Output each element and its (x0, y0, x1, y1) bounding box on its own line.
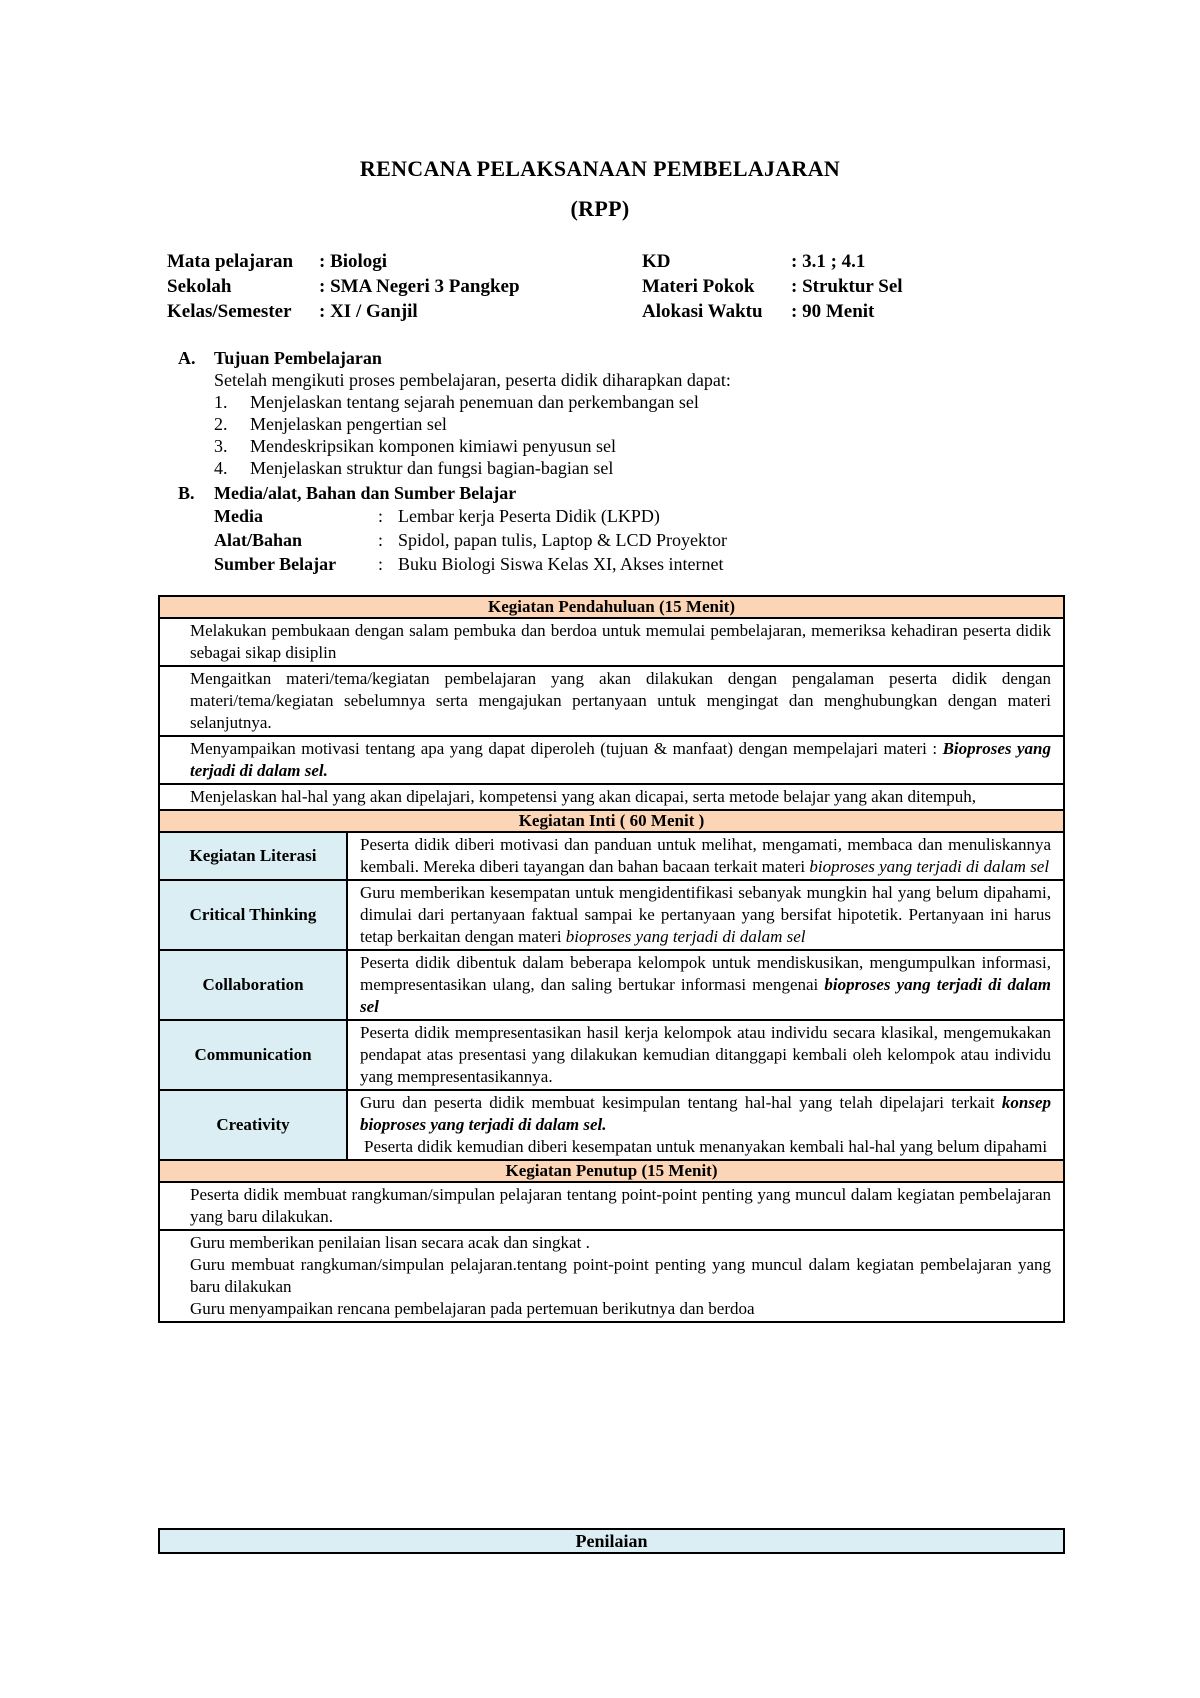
section-title: Media/alat, Bahan dan Sumber Belajar (214, 483, 517, 503)
activity-label: Creativity (159, 1090, 347, 1160)
inti-header: Kegiatan Inti ( 60 Menit ) (159, 810, 1064, 832)
penutup-row: Peserta didik membuat rangkuman/simpulan pelajaran tentang point-point penting yang muncul dalam kegiatan pembelajaran yang baru dilakukan. (159, 1182, 1064, 1230)
cell-text: Peserta didik dibentuk dalam beberapa kelompok untuk mendiskusikan, mengumpulkan informasi, mempresentasikan ulang, dan saling bertukar informasi mengenai (360, 953, 1051, 994)
list-number: 1. (214, 392, 228, 412)
penutup-row (159, 1230, 1064, 1322)
cell-text: Guru dan peserta didik membuat kesimpulan tentang hal-hal yang telah dipelajari terkait (360, 1093, 1002, 1112)
media-row (214, 504, 727, 528)
cell-text: Menyampaikan motivasi tentang apa yang dapat diperoleh (tujuan & manfaat) dengan mempelajari materi : (190, 739, 943, 758)
identity-label: KD (642, 251, 671, 272)
identity-row (642, 274, 903, 299)
media-value: Spidol, papan tulis, Laptop & LCD Proyektor (398, 530, 727, 550)
list-item (214, 435, 731, 457)
table-row (159, 832, 1064, 880)
cell-text: Guru memberikan kesempatan untuk mengidentifikasi sebanyak mungkin hal yang belum dipahami, dimulai dari pertanyaan faktual sampai ke pertanyaan yang bersifat hipotetik. Pertanyaan ini harus tetap berkaitan dengan materi (360, 883, 1051, 946)
table-row (159, 810, 1064, 832)
cell-paragraph: Peserta didik kemudian diberi kesempatan untuk menanyakan kembali hal-hal yang belum dipahami (364, 1137, 1048, 1156)
list-item (214, 413, 731, 435)
identity-label: Mata pelajaran (167, 251, 294, 272)
list-text: Menjelaskan struktur dan fungsi bagian-bagian sel (250, 458, 614, 478)
activity-table-wrapper (158, 595, 1065, 1323)
cell-text: Peserta didik diberi motivasi dan panduan untuk melihat, mengamati, membaca dan menuliskannya kembali. Mereka diberi tayangan dan bahan bacaan terkait materi (360, 835, 1051, 876)
penilaian-header: Penilaian (158, 1528, 1065, 1554)
media-value: Buku Biologi Siswa Kelas XI, Akses internet (398, 554, 724, 574)
cell-emphasis: Bioproses yang terjadi di dalam sel. (190, 739, 1051, 780)
activity-content: Peserta didik mempresentasikan hasil kerja kelompok atau individu secara klasikal, mengemukakan pendapat atas presentasi yang dilakukan kemudian ditanggapi kembali oleh kelompok atau individu yang mempresentasikannya. (347, 1020, 1064, 1090)
table-row (159, 1230, 1064, 1322)
list-text: Menjelaskan pengertian sel (250, 414, 447, 434)
identity-label: Alokasi Waktu (642, 301, 763, 322)
table-row (159, 1090, 1064, 1160)
table-row (159, 596, 1064, 618)
table-row (159, 880, 1064, 950)
activity-table (158, 595, 1065, 1323)
activity-content (347, 950, 1064, 1020)
media-colon: : (378, 530, 384, 550)
section-heading (178, 482, 727, 504)
cell-paragraph (360, 1092, 1051, 1136)
pendahuluan-header: Kegiatan Pendahuluan (15 Menit) (159, 596, 1064, 618)
media-row (214, 552, 727, 576)
table-row (159, 784, 1064, 810)
table-row (159, 618, 1064, 666)
pendahuluan-row: Mengaitkan materi/tema/kegiatan pembelajaran yang akan dilakukan dengan pengalaman peserta didik dengan materi/tema/kegiatan sebelumnya serta mengajukan pertanyaan untuk mengingat dan menghubungkan dengan materi selanjutnya. (159, 666, 1064, 736)
cell-emphasis: bioproses yang terjadi di dalam sel (565, 927, 806, 946)
section-title: Tujuan Pembelajaran (214, 348, 382, 368)
pendahuluan-row (159, 736, 1064, 784)
section-letter: B. (178, 483, 195, 503)
section-heading (178, 347, 731, 369)
table-row (159, 736, 1064, 784)
media-value: Lembar kerja Peserta Didik (LKPD) (398, 506, 660, 526)
activity-content (347, 832, 1064, 880)
media-label: Media (214, 506, 263, 526)
list-number: 4. (214, 458, 228, 478)
activity-label: Communication (159, 1020, 347, 1090)
table-row (159, 950, 1064, 1020)
identity-label: Materi Pokok (642, 276, 755, 297)
list-text: Menjelaskan tentang sejarah penemuan dan perkembangan sel (250, 392, 699, 412)
list-item (214, 457, 731, 479)
cell-emphasis: bioproses yang terjadi di dalam sel (360, 975, 1051, 1016)
identity-value: : 90 Menit (791, 301, 875, 322)
section-tujuan (178, 347, 731, 479)
table-row (159, 1182, 1064, 1230)
cell-paragraph: Guru memberikan penilaian lisan secara acak dan singkat . (190, 1233, 590, 1252)
cell-paragraph: Guru menyampaikan rencana pembelajaran pada pertemuan berikutnya dan berdoa (190, 1299, 755, 1318)
identity-value: : XI / Ganjil (319, 301, 418, 322)
identity-left (167, 249, 520, 324)
list-number: 2. (214, 414, 228, 434)
section-media (178, 482, 727, 576)
cell-paragraph: Guru membuat rangkuman/simpulan pelajaran.tentang point-point penting yang muncul dalam kegiatan pembelajaran yang baru dilakukan (190, 1255, 1051, 1296)
media-colon: : (378, 506, 384, 526)
identity-row (167, 274, 520, 299)
activity-content (347, 1090, 1064, 1160)
identity-value: : Biologi (319, 251, 388, 272)
pendahuluan-row: Menjelaskan hal-hal yang akan dipelajari, kompetensi yang akan dicapai, serta metode belajar yang akan ditempuh, (159, 784, 1064, 810)
identity-row (642, 249, 903, 274)
media-label: Alat/Bahan (214, 530, 303, 550)
identity-row (167, 249, 520, 274)
media-label: Sumber Belajar (214, 554, 337, 574)
page-subtitle: (RPP) (570, 196, 630, 221)
identity-row (642, 299, 903, 324)
table-row (159, 1160, 1064, 1182)
list-item (214, 391, 731, 413)
page-title: RENCANA PELAKSANAAN PEMBELAJARAN (359, 156, 841, 181)
media-row (214, 528, 727, 552)
section-body (214, 369, 731, 479)
identity-row (167, 299, 520, 324)
activity-label: Critical Thinking (159, 880, 347, 950)
activity-label: Collaboration (159, 950, 347, 1020)
activity-label: Kegiatan Literasi (159, 832, 347, 880)
media-colon: : (378, 554, 384, 574)
section-body (214, 504, 727, 576)
penutup-header: Kegiatan Penutup (15 Menit) (159, 1160, 1064, 1182)
pendahuluan-row: Melakukan pembukaan dengan salam pembuka dan berdoa untuk memulai pembelajaran, memeriksa kehadiran peserta didik sebagai sikap disiplin (159, 618, 1064, 666)
objective-list (214, 391, 731, 479)
cell-emphasis: konsep bioproses yang terjadi di dalam sel. (360, 1093, 1051, 1134)
section-letter: A. (178, 348, 196, 368)
cell-emphasis: bioproses yang terjadi di dalam sel (809, 857, 1050, 876)
identity-label: Sekolah (167, 276, 232, 297)
identity-value: : Struktur Sel (791, 276, 903, 297)
list-number: 3. (214, 436, 228, 456)
table-row (159, 1020, 1064, 1090)
activity-content (347, 880, 1064, 950)
identity-value: : 3.1 ; 4.1 (791, 251, 866, 272)
identity-value: : SMA Negeri 3 Pangkep (319, 276, 520, 297)
table-row (159, 666, 1064, 736)
list-text: Mendeskripsikan komponen kimiawi penyusun sel (250, 436, 616, 456)
identity-right (642, 249, 903, 324)
section-intro: Setelah mengikuti proses pembelajaran, peserta didik diharapkan dapat: (214, 370, 731, 390)
identity-label: Kelas/Semester (167, 301, 292, 322)
